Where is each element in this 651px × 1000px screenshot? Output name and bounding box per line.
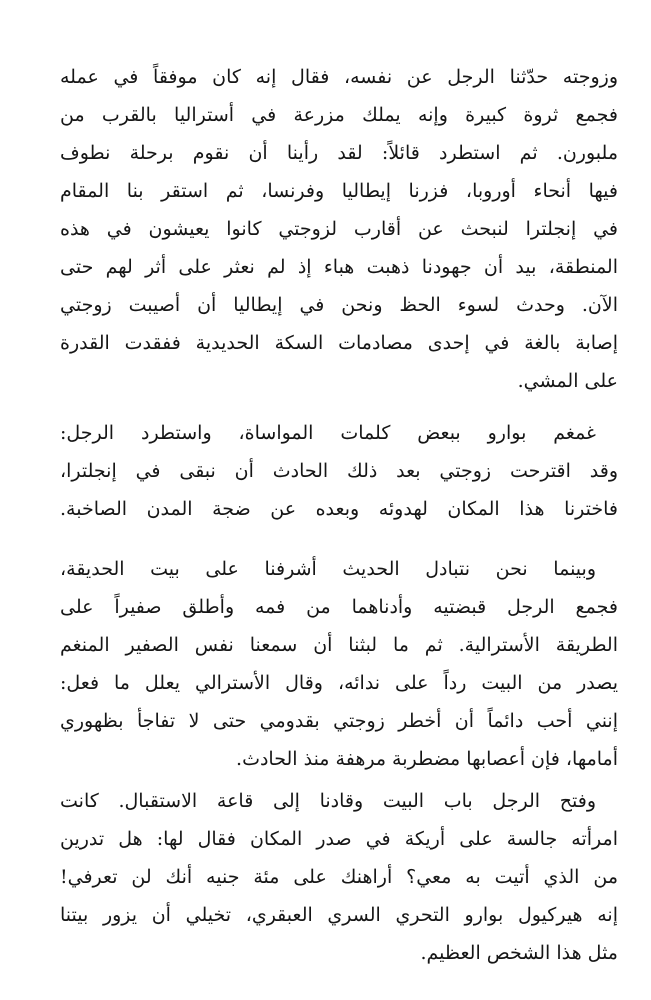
- text-line: غمغم بوارو ببعض كلمات المواساة، واستطرد الرجل:: [60, 422, 596, 444]
- text-line: فاخترنا هذا المكان لهدوئه وبعده عن ضجة المدن الصاخبة.: [60, 498, 618, 520]
- text-line: وفتح الرجل باب البيت وقادنا إلى قاعة الاستقبال. كانت: [60, 790, 596, 812]
- text-line: وزوجته حدّثنا الرجل عن نفسه، فقال إنه كان موفقاً في عمله: [60, 66, 618, 88]
- text-line: امرأته جالسة على أريكة في صدر المكان فقال لها: هل تدرين: [60, 828, 618, 850]
- text-line: إنه هيركيول بوارو التحري السري العبقري، تخيلي أن يزور بيتنا: [60, 904, 618, 926]
- paragraph-4: [60, 782, 618, 972]
- text-line: إصابة بالغة في إحدى مصادمات السكة الحديدية ففقدت القدرة: [60, 332, 618, 354]
- text-line: ملبورن. ثم استطرد قائلاً: لقد رأينا أن نقوم برحلة نطوف: [60, 142, 618, 164]
- text-line: إنني أحب دائماً أن أخطر زوجتي بقدومي حتى لا تفاجأ بظهوري: [60, 710, 618, 732]
- text-line: في إنجلترا لنبحث عن أقارب لزوجتي كانوا يعيشون في هذه: [60, 218, 618, 240]
- text-line: فجمع الرجل قبضتيه وأدناهما من فمه وأطلق صفيراً على: [60, 596, 618, 618]
- paragraph-1: [60, 58, 618, 400]
- text-line: الآن. وحدث لسوء الحظ ونحن في إيطاليا أن أصيبت زوجتي: [60, 294, 618, 316]
- text-line: المنطقة، بيد أن جهودنا ذهبت هباء إذ لم نعثر على أثر لهم حتى: [60, 256, 618, 278]
- text-line: فيها أنحاء أوروبا، فزرنا إيطاليا وفرنسا، ثم استقر بنا المقام: [60, 180, 618, 202]
- text-line: من الذي أتيت به معي؟ أراهنك على مئة جنيه أنك لن تعرفي!: [60, 866, 618, 888]
- text-line: مثل هذا الشخص العظيم.: [420, 942, 618, 964]
- paragraph-3: [60, 550, 618, 778]
- text-line: الطريقة الأسترالية. ثم ما لبثنا أن سمعنا نفس الصفير المنغم: [60, 634, 618, 656]
- text-line: يصدر من البيت رداً على ندائه، وقال الأسترالي يعلل ما فعل:: [60, 672, 618, 694]
- paragraph-2: [60, 414, 618, 528]
- text-line: أمامها، فإن أعصابها مضطربة مرهفة منذ الحادث.: [236, 748, 618, 770]
- text-line: فجمع ثروة كبيرة وإنه يملك مزرعة في أستراليا بالقرب من: [60, 104, 618, 126]
- text-line: وبينما نحن نتبادل الحديث أشرفنا على بيت الحديقة،: [60, 558, 596, 580]
- text-line: وقد اقترحت زوجتي بعد ذلك الحادث أن نبقى في إنجلترا،: [60, 460, 618, 482]
- text-line: على المشي.: [517, 370, 618, 392]
